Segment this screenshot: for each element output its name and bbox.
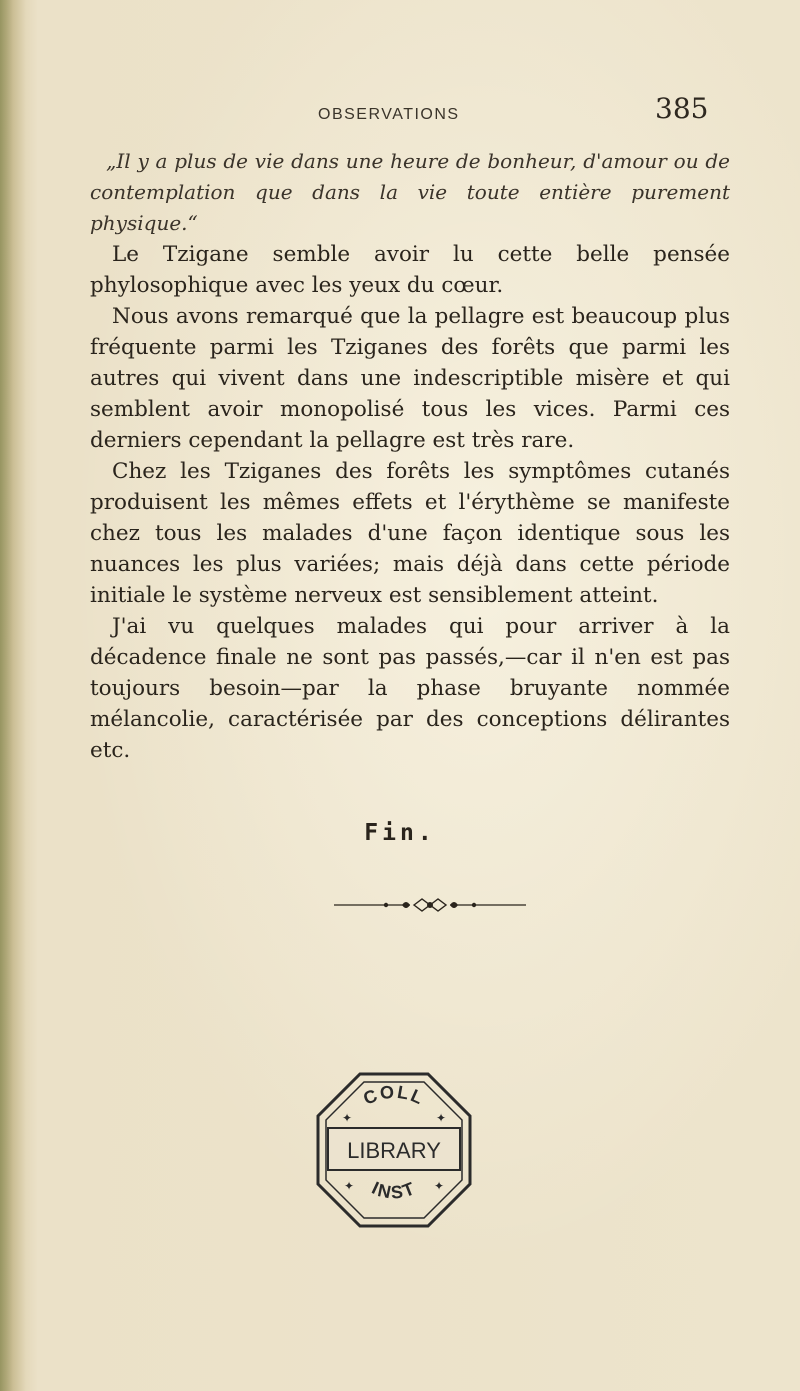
paragraph: J'ai vu quelques malades qui pour arriver à la décadence finale ne sont pas passés,—car il n'en est pas toujours besoin—par la phase bruyante nommée mélancolie, caractérisée par des conceptions délirantes etc.	[90, 614, 730, 763]
binding-edge-shadow	[0, 0, 26, 1391]
paragraph: Chez les Tziganes des forêts les symptômes cutanés produisent les mêmes effets et l'érythème se manifeste chez tous les malades d'une façon identique sous les nuances les plus variées; mais déjà dans cette période initiale le système nerveux est sensiblement atteint.	[90, 459, 730, 608]
svg-text:✦: ✦	[436, 1111, 447, 1125]
library-stamp	[312, 1068, 476, 1232]
paragraph: Le Tzigane semble avoir lu cette belle pensée phylosophique avec les yeux du cœur.	[90, 242, 730, 298]
svg-text:COLL	[360, 1082, 427, 1109]
svg-text:✦: ✦	[434, 1179, 445, 1193]
running-title: OBSERVATIONS	[318, 106, 460, 123]
stamp-center-text: LIBRARY	[347, 1138, 441, 1163]
svg-text:INST	[369, 1178, 419, 1203]
paragraph: Nous avons remarqué que la pellagre est beaucoup plus fréquente parmi les Tziganes des forêts que parmi les autres qui vivent dans une indescriptible misère et qui semblent avoir monopolisé tous les vices. Parmi ces derniers cependant la pellagre est très rare.	[90, 304, 730, 453]
svg-text:✦: ✦	[344, 1179, 355, 1193]
svg-text:✦: ✦	[342, 1111, 353, 1125]
body-text	[90, 146, 730, 766]
ornament-divider-icon	[330, 890, 530, 920]
stamp-bottom-text: INST	[368, 1177, 420, 1203]
fin-heading: Fin.	[364, 820, 436, 846]
quotation-paragraph: „Il y a plus de vie dans une heure de bonheur, d'amour ou de contemplation que dans la vie toute entière purement physique.“	[90, 149, 730, 235]
running-head	[0, 78, 800, 125]
page-number: 385	[655, 92, 709, 125]
stamp-top-text: COLL	[360, 1081, 428, 1109]
